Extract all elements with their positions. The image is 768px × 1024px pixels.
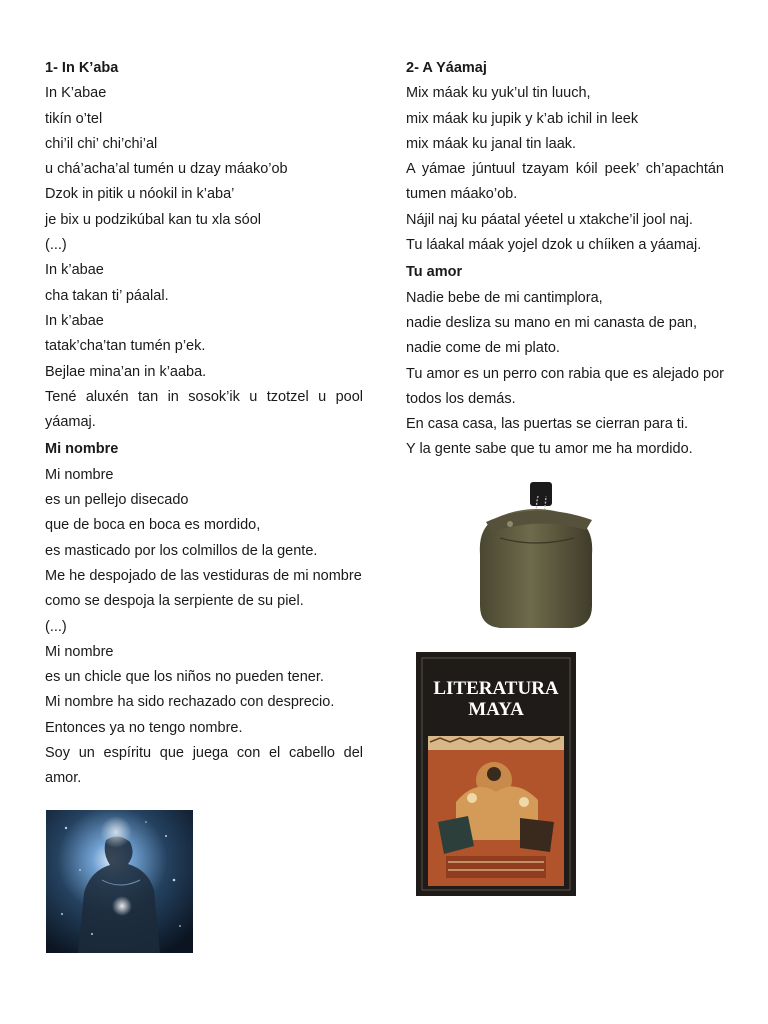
poem-line: Tu amor es un perro con rabia que es alejado por todos los demás. (406, 365, 724, 407)
book-title-line-1: LITERATURA (433, 678, 559, 699)
poem-line: Soy un espíritu que juega con el cabello del amor. (45, 745, 363, 787)
poem-line: A yámae júntuul tzayam kóil peek’ ch’apachtán tumen máako’ob. (406, 161, 724, 203)
poem-line: Bejlae mina’an in k’aaba. (45, 363, 207, 380)
poem-title-in-kaba: 1- In K’aba (45, 60, 119, 76)
literatura-maya-book-cover (416, 652, 576, 896)
poem-line: Y la gente sabe que tu amor me ha mordido. (406, 441, 693, 458)
poem-line: Nájil naj ku páatal yéetel u xtakche’il jool naj. (406, 211, 693, 228)
poem-line: u chá’acha’al tumén u dzay máako’ob (45, 161, 288, 178)
poem-line: Tené aluxén tan in sosok’ik u tzotzel u pool yáamaj. (45, 388, 363, 431)
poem-line: (...) (45, 618, 67, 635)
poem-line: Mi nombre (45, 466, 114, 483)
right-column (406, 56, 724, 463)
poem-line: mix máak ku janal tin laak. (406, 135, 577, 152)
poem-line: chi’il chi’ chi’chi’al (45, 135, 158, 152)
poem-title-tu-amor: Tu amor (406, 264, 463, 281)
poem-line: tikín o’tel (45, 110, 103, 127)
poem-line: Mi nombre ha sido rechazado con desprecio. (45, 694, 335, 711)
poem-line: que de boca en boca es mordido, (45, 517, 261, 534)
poem-line: es un pellejo disecado (45, 492, 189, 509)
poem-line: Mix máak ku yuk’ul tin luuch, (406, 85, 591, 102)
poem-line: Tu láakal máak yojel dzok u chíiken a yáamaj. (406, 237, 702, 254)
poem-line: nadie desliza su mano en mi canasta de pan, (406, 314, 697, 331)
spirit-artwork-image (46, 810, 193, 953)
poem-line: Nadie bebe de mi cantimplora, (406, 289, 603, 306)
poem-line: Mi nombre (45, 643, 114, 660)
poem-line: tatak’cha’tan tumén p’ek. (45, 338, 206, 355)
canteen-image (474, 478, 598, 632)
left-column (45, 56, 363, 792)
poem-line: cha takan ti’ páalal. (45, 287, 169, 304)
poem-line: In K’abae (45, 85, 107, 102)
poem-line: Entonces ya no tengo nombre. (45, 719, 243, 736)
poem-line: es masticado por los colmillos de la gente. (45, 542, 318, 559)
poem-line: je bix u podzikúbal kan tu xla sóol (45, 211, 262, 228)
poem-line: es un chicle que los niños no pueden tener. (45, 669, 324, 686)
poem-title-mi-nombre: Mi nombre (45, 441, 119, 458)
poem-line: nadie come de mi plato. (406, 340, 560, 357)
poem-line: mix máak ku jupik y k’ab ichil in leek (406, 110, 639, 127)
poem-line: In k’abae (45, 262, 104, 279)
poem-title-a-yaamaj: 2- A Yáamaj (406, 60, 487, 76)
poem-line: En casa casa, las puertas se cierran para ti. (406, 416, 689, 433)
poem-line: Dzok in pitik u nóokil in k’aba’ (45, 186, 235, 203)
poem-line: In k’abae (45, 312, 104, 329)
book-title-line-2: MAYA (468, 699, 524, 720)
poem-line: Me he despojado de las vestiduras de mi nombre (45, 567, 362, 584)
poem-line: (...) (45, 237, 67, 254)
poem-line: como se despoja la serpiente de su piel. (45, 593, 304, 610)
